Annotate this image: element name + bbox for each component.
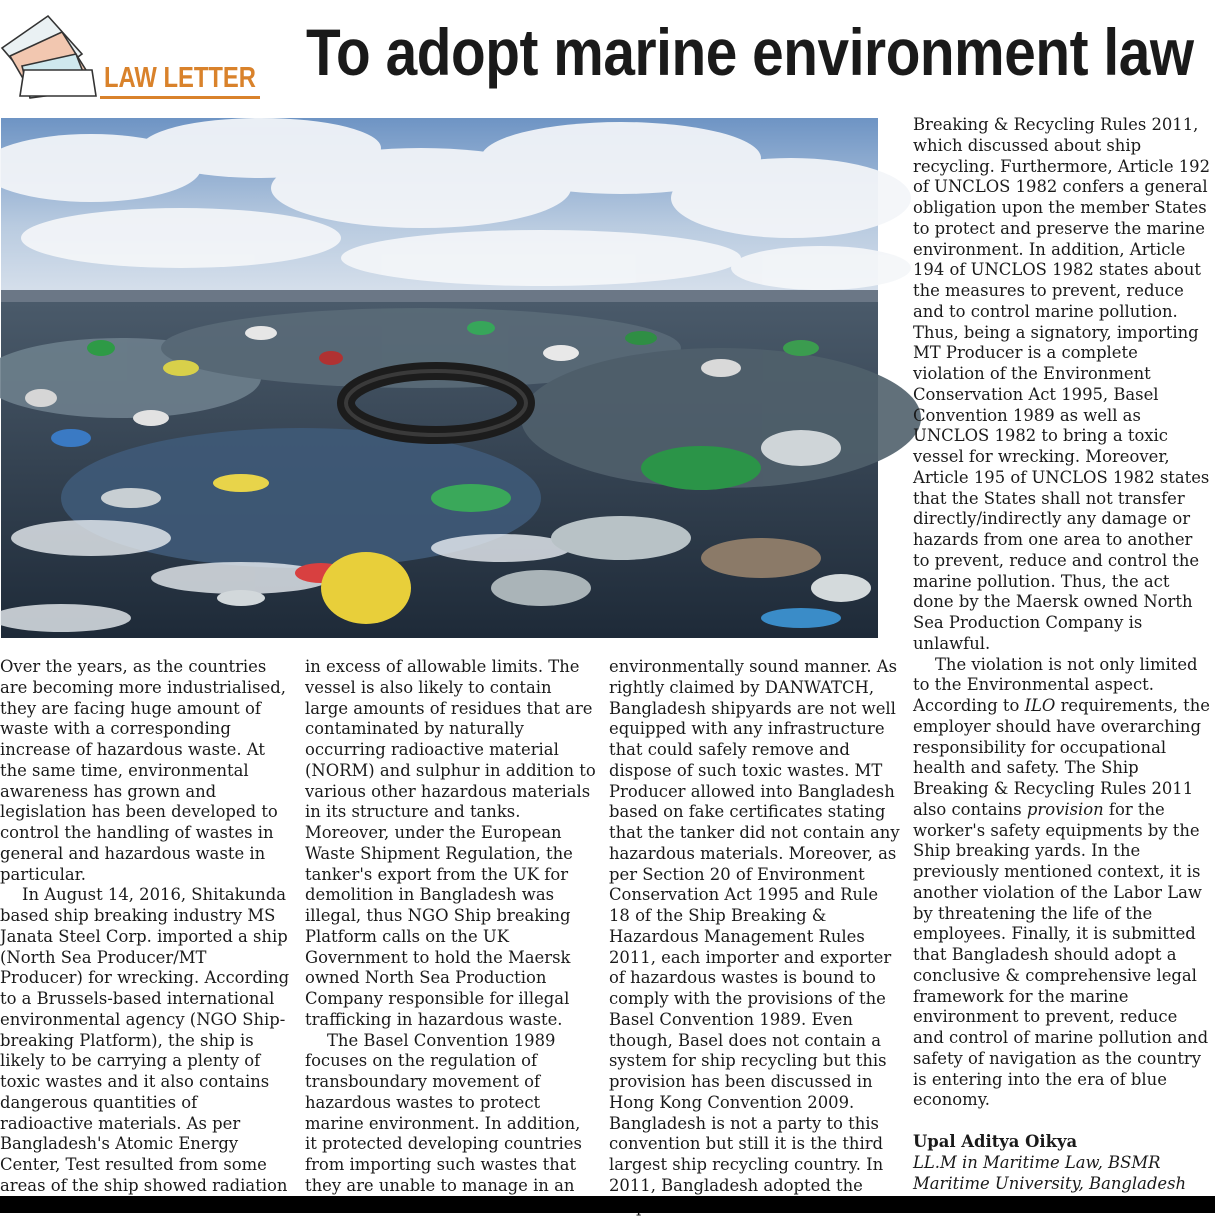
ocean-plastic-pollution-photo (1, 118, 878, 638)
section-underline (100, 96, 260, 99)
author-credential: LL.M in Maritime Law, BSMR (913, 1152, 1161, 1172)
headline: To adopt marine environment law (306, 15, 1194, 89)
author-name: Upal Aditya Oikya (913, 1132, 1078, 1151)
paragraph: The Basel Convention 1989 focuses on the regulation of transboundary movement of hazardous wastes to protect marine environment. In addition, it protected developing countries from importing such wastes that they are unable to manage in an (305, 1030, 582, 1195)
paragraph: Over the years, as the countries are becoming more industrialised, they are facing huge amount of waste with a corresponding increase of hazardous waste. At the same time, environmental awareness has grown and legislation has been developed to control the handling of wastes in general and hazardous waste in particular. (0, 657, 286, 884)
stacked-papers-icon (0, 10, 100, 102)
paragraph: Breaking & Recycling Rules 2011, which discussed about ship recycling. Furthermore, Article 192 of UNCLOS 1982 confers a general obligation upon the member States to protect and preserve the marine environment. In addition, Article 194 of UNCLOS 1982 states about the measures to prevent, reduce and to control marine pollution. Thus, being a signatory, importing MT Producer is a complete violation of the Environment Conservation Act 1995, Basel Convention 1989 as well as UNCLOS 1982 to bring a toxic vessel for wrecking. Moreover, Article 195 of UNCLOS 1982 states that the States shall not transfer directly/indirectly any damage or hazards from one area to another to prevent, reduce and control the marine pollution. Thus, the act done by the Maersk owned North Sea Production Company is unlawful. (913, 115, 1211, 653)
paragraph: in excess of allowable limits. The vessel is also likely to contain large amounts of residues that are contaminated by naturally occurring radioactive material (NORM) and sulphur in addition to various other hazardous materials in its structure and tanks. Moreover, under the European Waste Shipment Regulation, the tanker's export from the UK for demolition in Bangladesh was illegal, thus NGO Ship breaking Platform calls on the UK Government to hold the Maersk owned North Sea Production Company responsible for illegal trafficking in hazardous waste. (305, 657, 596, 1029)
text-run: requirements, the employer should have overarching responsibility for occupational health and safety. The Ship Breaking & Recycling Rules 2011 also contains (913, 696, 1210, 819)
section-label: LAW LETTER (104, 62, 256, 94)
article-column-2 (305, 657, 597, 1197)
paragraph (913, 655, 1213, 1112)
text-run: The violation is not only limited to the Environmental aspect. According to (913, 654, 1198, 715)
ilo-italic: ILO (1024, 696, 1056, 715)
paragraph: environmentally sound manner. As rightly claimed by DANWATCH, Bangladesh shipyards are not well equipped with any infrastructure that could safely remove and dispose of such toxic wastes. MT Producer allowed into Bangladesh based on fake certificates stating that the tanker did not contain any hazardous materials. Moreover, as per Section 20 of Environment Conservation Act 1995 and Rule 18 of the Ship Breaking & Hazardous Management Rules 2011, each importer and exporter of hazardous wastes is bound to comply with the provisions of the Basel Convention 1989. Even though, Basel does not contain a system for ship recycling but this provision has been discussed in Hong Kong Convention 2009. Bangladesh is not a party to this convention but still it is the third largest ship recycling country. In 2011, Bangladesh adopted the (609, 657, 900, 1195)
article-column-3 (609, 657, 901, 1197)
bottom-bar (0, 1196, 1215, 1213)
paragraph: In August 14, 2016, Shitakunda based ship breaking industry MS Janata Steel Corp. imported a ship (North Sea Producer/MT Producer) for wrecking. According to a Brussels-based international environmental agency (NGO Ship-breaking Platform), the ship is likely to be carrying a plenty of toxic wastes and it also contains dangerous quantities of radioactive materials. As per Bangladesh's Atomic Energy Center, Test resulted from some areas of the ship showed radiation (0, 885, 290, 1195)
article-column-4 (913, 115, 1213, 1200)
provision-italic: provision (1026, 799, 1104, 819)
text-run: for the worker's safety equipments by the Ship breaking yards. In the previously mentioned context, it is another violation of the Labor Law by threatening the life of the employees. Finally, it is submitted that Bangladesh should adopt a conclusive & comprehensive legal framework for the marine environment to prevent, reduce and control of marine pollution and safety of navigation as the country is entering into the era of blue economy. (913, 799, 1209, 1110)
author-credential: Maritime University, Bangladesh (913, 1173, 1187, 1193)
article-column-1 (0, 657, 290, 1197)
